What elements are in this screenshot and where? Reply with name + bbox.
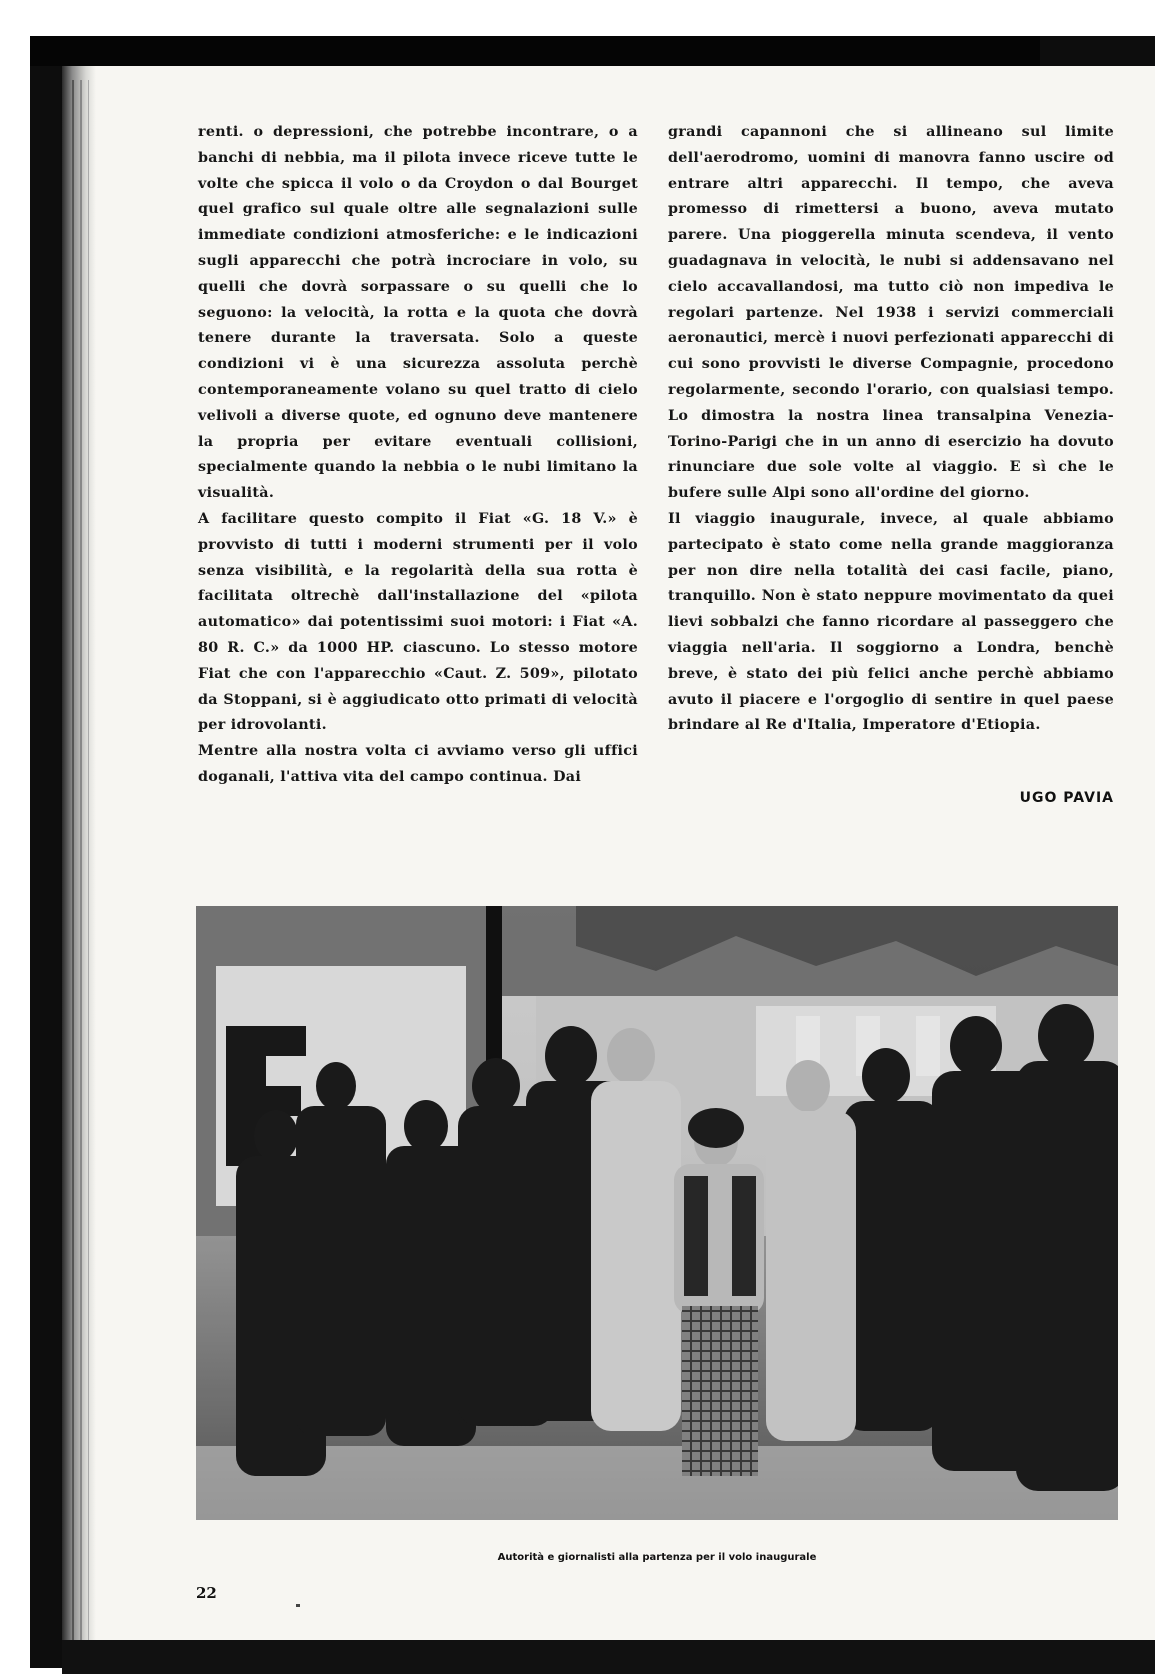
paragraph: Mentre alla nostra volta ci avviamo verso gli uffici doganali, l'attiva vita del campo continua. Dai (198, 743, 638, 785)
spine-line (88, 80, 89, 1640)
article-right-column (668, 120, 1114, 739)
scan-smudge (296, 1604, 300, 1607)
top-dark-bar (30, 36, 1040, 66)
photo-caption: Autorità e giornalisti alla partenza per il volo inaugurale (497, 1552, 817, 1563)
group-photo (196, 906, 1118, 1520)
author-byline: UGO PAVIA (1019, 790, 1114, 806)
photo-illustration (196, 906, 1118, 1520)
spine-line (80, 80, 82, 1640)
spine-line (72, 80, 74, 1640)
paragraph: Il viaggio inaugurale, invece, al quale abbiamo partecipato è stato come nella grande maggioranza per non dire nella totalità dei casi facile, piano, tranquillo. Non è stato neppure movimentato da quei lievi sobbalzi che fanno ricordare al passeggero che viaggia nell'aria. Il soggiorno a Londra, benchè breve, è stato dei più felici anche perchè abbiamo avuto il piacere e l'orgoglio di sentire in quel paese brindare al Re d'Italia, Imperatore d'Etiopia. (668, 510, 1114, 734)
page-number: 22 (196, 1584, 217, 1602)
paragraph: grandi capannoni che si allineano sul limite dell'aerodromo, uomini di manovra fanno uscire od entrare altri apparecchi. Il tempo, che aveva promesso di rimettersi a buono, aveva mutato parere. Una pioggerella minuta scendeva, il vento guadagnava in velocità, le nubi si addensavano nel cielo accavallandosi, ma tutto ciò non impediva le regolari partenze. Nel 1938 i servizi commerciali aeronautici, mercè i nuovi perfezionati apparecchi di cui sono provvisti le diverse Compagnie, procedono regolarmente, secondo l'orario, con qualsiasi tempo. Lo dimostra la nostra linea transalpina Venezia-Torino-Parigi che in un anno di esercizio ha dovuto rinunciare due sole volte al viaggio. E sì che le bufere sulle Alpi sono all'ordine del giorno. (668, 124, 1114, 502)
bottom-dark-band (62, 1640, 1155, 1674)
paragraph: A facilitare questo compito il Fiat «G. 18 V.» è provvisto di tutti i moderni strumenti per il volo senza visibilità, e la regolarità della sua rotta è facilitata oltrechè dall'installazione del «pilota automatico» dai potentissimi suoi motori: i Fiat «A. 80 R. C.» da 1000 HP. ciascuno. Lo stesso motore Fiat che con l'apparecchio «Caut. Z. 509», pilotato da Stoppani, si è aggiudicato otto primati di velocità per idrovolanti. (198, 510, 638, 734)
paragraph: renti. o depressioni, che potrebbe incontrare, o a banchi di nebbia, ma il pilota invece riceve tutte le volte che spicca il volo o da Croydon o dal Bourget quel grafico sul quale oltre alle segnalazioni sulle immediate condizioni atmosferiche: e le indicazioni sugli apparecchi che potrà incrociare in volo, su quelli che dovrà sorpassare o su quelli che lo seguono: la velocità, la rotta e la quota che dovrà tenere durante la traversata. Solo a queste condizioni vi è una sicurezza assoluta perchè contemporaneamente volano su quel tratto di cielo velivoli a diverse quote, ed ognuno deve mantenere la propria per evitare eventuali collisioni, specialmente quando la nebbia o le nubi limitano la visualità. (198, 124, 638, 502)
article-left-column (198, 120, 638, 791)
page-spine-shadow (62, 66, 96, 1654)
